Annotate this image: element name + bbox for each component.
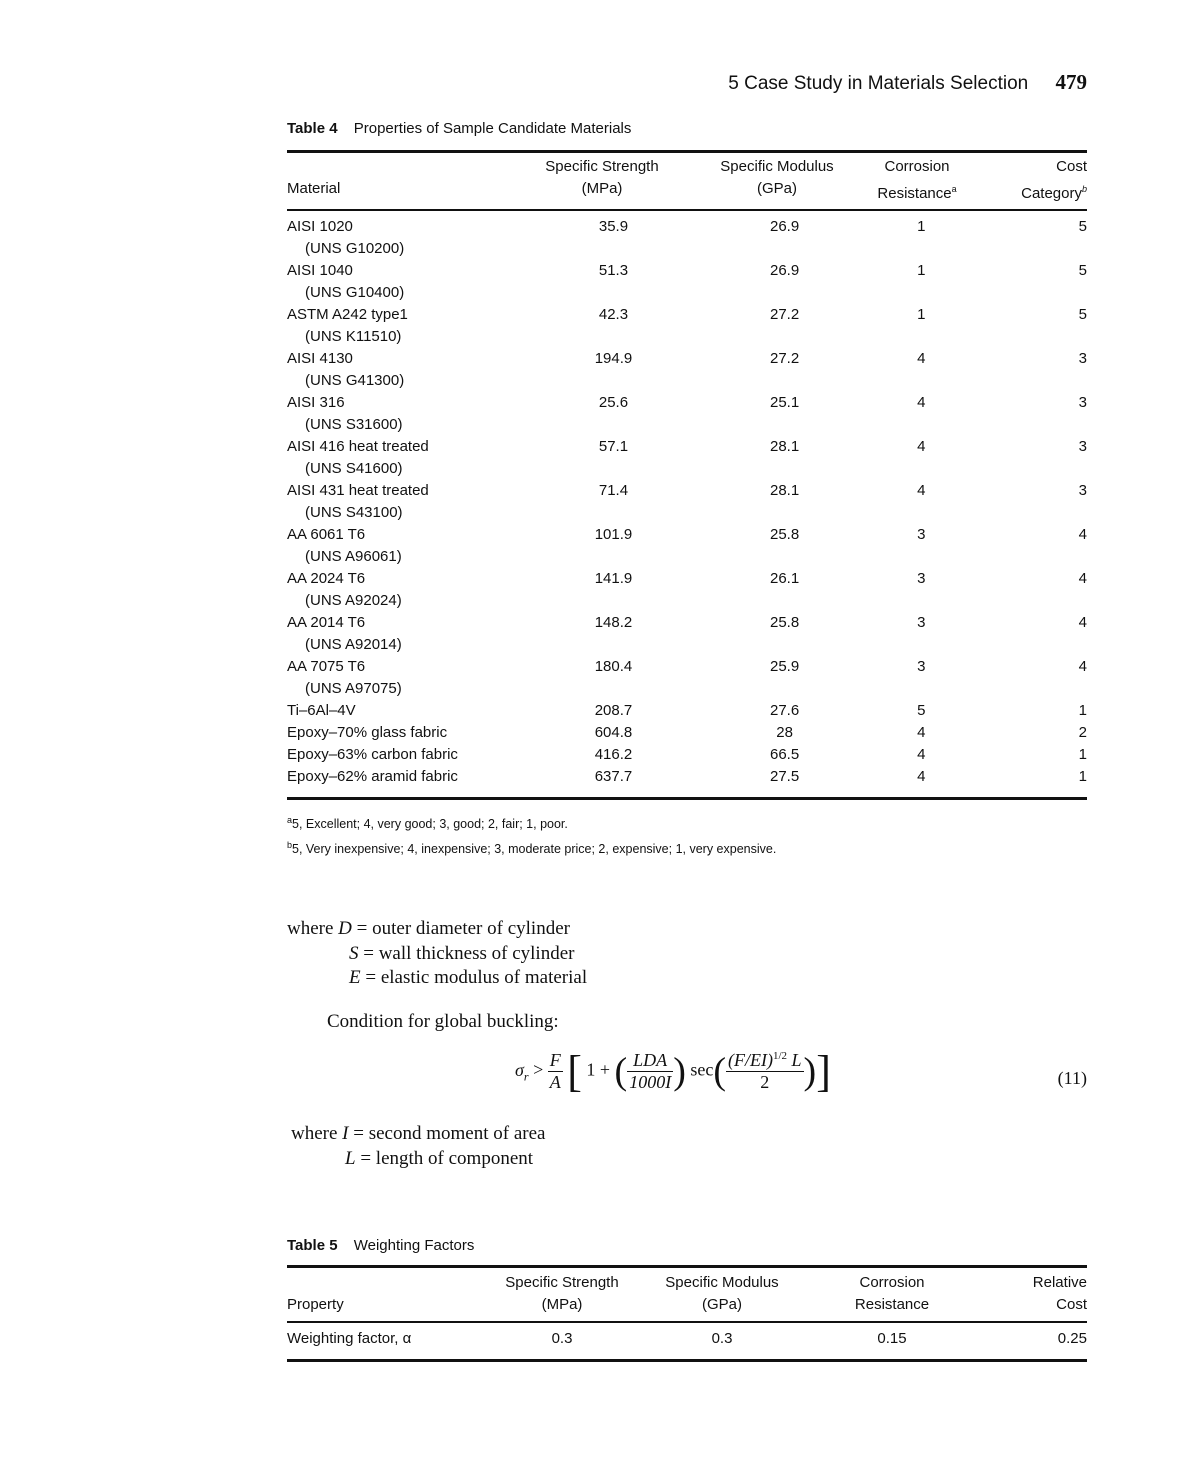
cell-material: AISI 4130: [287, 350, 353, 367]
table-4: [287, 120, 1087, 860]
t5-col-specific-modulus: Specific Modulus: [665, 1274, 779, 1291]
cell-specific-strength: 51.3: [598, 262, 629, 279]
cell-corrosion: 1: [917, 306, 926, 323]
table-row: [287, 744, 1087, 766]
cell-material: Epoxy–62% aramid fabric: [287, 768, 458, 785]
equation-number: (11): [1057, 1068, 1087, 1088]
paren-close: ): [673, 1050, 686, 1093]
table-row-uns: [287, 326, 1087, 348]
paren-close-2: ): [803, 1050, 817, 1093]
cell-cost: 3: [1078, 438, 1087, 455]
cell-specific-modulus: 66.5: [770, 746, 800, 763]
cell-corrosion: 4: [917, 394, 926, 411]
cell-cost: 2: [1078, 724, 1087, 741]
cell-cost: 3: [1078, 394, 1087, 411]
cell-corrosion: 1: [917, 262, 926, 279]
cell-corrosion: 3: [917, 614, 926, 631]
cell-specific-modulus: 26.9: [770, 262, 800, 279]
bracket-open: [: [567, 1047, 582, 1096]
cell-cost: 3: [1078, 482, 1087, 499]
cell-cost: 4: [1078, 526, 1087, 543]
table-row: [287, 722, 1087, 744]
t5-col-relative: Relative: [1032, 1274, 1087, 1291]
t5-col-ss-unit: (MPa): [541, 1296, 583, 1313]
t5-col-resistance: Resistance: [854, 1296, 930, 1313]
table-5-bottom-rule: [287, 1359, 1087, 1362]
table-row: [287, 216, 1087, 238]
col-specific-strength-unit: (MPa): [581, 180, 623, 197]
table-row: [287, 524, 1087, 546]
global-buckling-label: Condition for global buckling:: [327, 1011, 559, 1032]
cell-cost: 4: [1078, 658, 1087, 675]
col-resistance: Resistance$^a$: [877, 184, 957, 202]
cell-specific-strength: 57.1: [598, 438, 629, 455]
page-number: 479: [1055, 70, 1087, 94]
table-row: [287, 766, 1087, 788]
cell-cost: 3: [1078, 350, 1087, 367]
def-L: L = length of component: [345, 1148, 534, 1169]
cell-corrosion: 4: [917, 768, 926, 785]
cell-cost: 4: [1078, 614, 1087, 631]
cell-specific-modulus: 27.2: [770, 350, 800, 367]
table-4-body: [287, 216, 1087, 788]
cell-cost: 5: [1078, 306, 1087, 323]
cell-specific-strength: 141.9: [594, 570, 633, 587]
t5-col-property: Property: [287, 1296, 344, 1313]
cell-uns-code: (UNS S41600): [305, 460, 403, 477]
table-row: [287, 304, 1087, 326]
cell-specific-modulus: 25.1: [770, 394, 800, 411]
col-specific-modulus-unit: (GPa): [756, 180, 797, 197]
table-4-top-rule: [287, 150, 1087, 153]
cell-uns-code: (UNS A96061): [305, 548, 402, 565]
cell-cost: 1: [1078, 746, 1087, 763]
cell-specific-strength: 416.2: [594, 746, 633, 763]
cell-specific-modulus: 28.1: [770, 438, 800, 455]
cell-specific-modulus: 27.2: [770, 306, 800, 323]
cell-specific-modulus: 25.9: [770, 658, 800, 675]
table-row: [287, 700, 1087, 722]
table-4-header: [287, 156, 1087, 205]
table-5-top-rule: [287, 1265, 1087, 1268]
cell-specific-strength: 180.4: [594, 658, 633, 675]
gt-sign: >: [533, 1059, 544, 1080]
table-row-uns: [287, 590, 1087, 612]
cell-specific-modulus: 25.8: [770, 614, 800, 631]
t5-cell-cr: 0.15: [877, 1330, 907, 1347]
sec-function: sec: [690, 1059, 714, 1080]
table-row-uns: [287, 546, 1087, 568]
table-row-uns: [287, 238, 1087, 260]
running-header-title: 5 Case Study in Materials Selection: [728, 73, 1029, 94]
col-material: Material: [287, 180, 341, 197]
cell-specific-modulus: 26.1: [770, 570, 800, 587]
cell-corrosion: 1: [917, 218, 926, 235]
cell-specific-strength: 71.4: [598, 482, 629, 499]
cell-specific-strength: 637.7: [594, 768, 633, 785]
def-I: where I = second moment of area: [291, 1123, 546, 1144]
cell-specific-modulus: 28: [776, 724, 793, 741]
cell-specific-modulus: 26.9: [770, 218, 800, 235]
equation-11: [515, 1046, 915, 1110]
t5-cell-property: Weighting factor, α: [287, 1330, 412, 1347]
cell-specific-strength: 25.6: [598, 394, 629, 411]
table-row-uns: [287, 370, 1087, 392]
t5-col-sm-unit: (GPa): [701, 1296, 742, 1313]
cell-material: AA 2024 T6: [287, 570, 366, 587]
table-4-header-rule: [287, 209, 1087, 211]
sigma-symbol: $\sigma_r$: [515, 1059, 529, 1084]
cell-specific-strength: 35.9: [598, 218, 629, 235]
cell-corrosion: 4: [917, 482, 926, 499]
table-row-uns: [287, 634, 1087, 656]
cell-material: Ti–6Al–4V: [287, 702, 356, 719]
table-row: [287, 480, 1087, 502]
t5-col-specific-strength: Specific Strength: [505, 1274, 619, 1291]
cell-uns-code: (UNS A97075): [305, 680, 402, 697]
cell-uns-code: (UNS G41300): [305, 372, 405, 389]
table-row: [287, 260, 1087, 282]
def-D: where D = outer diameter of cylinder: [287, 918, 570, 939]
table-row-uns: [287, 502, 1087, 524]
running-header: [287, 70, 1087, 98]
cell-material: Epoxy–63% carbon fabric: [287, 746, 458, 763]
cell-uns-code: (UNS G10400): [305, 284, 405, 301]
table-row-uns: [287, 414, 1087, 436]
cell-corrosion: 3: [917, 658, 926, 675]
table-row: [287, 656, 1087, 678]
cell-material: AISI 316: [287, 394, 345, 411]
cell-material: AISI 416 heat treated: [287, 438, 429, 455]
cell-specific-strength: 148.2: [594, 614, 633, 631]
table-4-label: Table 4: [287, 120, 338, 137]
table-5-body: [287, 1328, 1087, 1350]
paren-open-2: (: [713, 1050, 726, 1093]
col-corrosion: Corrosion: [884, 158, 950, 175]
cell-cost: 1: [1078, 702, 1087, 719]
cell-cost: 5: [1078, 262, 1087, 279]
cell-specific-strength: 42.3: [598, 306, 629, 323]
bracket-close: ]: [816, 1047, 831, 1096]
cell-uns-code: (UNS A92024): [305, 592, 402, 609]
footnote-b: $^b$5, Very inexpensive; 4, inexpensive; 3, moderate price; 2, expensive; 1, very expensive.: [287, 840, 777, 857]
cell-material: AA 2014 T6: [287, 614, 366, 631]
table-5-header-rule: [287, 1321, 1087, 1323]
table-row-uns: [287, 678, 1087, 700]
table-4-caption: [287, 120, 1087, 142]
cell-material: Epoxy–70% glass fabric: [287, 724, 448, 741]
col-cost: Cost: [1056, 158, 1087, 175]
table-row-uns: [287, 282, 1087, 304]
cell-material: ASTM A242 type1: [287, 306, 408, 323]
table-5-title: Weighting Factors: [353, 1237, 475, 1254]
cell-specific-strength: 194.9: [594, 350, 633, 367]
cell-corrosion: 4: [917, 724, 926, 741]
cell-material: AISI 1040: [287, 262, 353, 279]
table-row: [287, 348, 1087, 370]
cell-specific-modulus: 27.6: [770, 702, 800, 719]
one-plus: 1 +: [586, 1059, 611, 1080]
t5-cell-sm: 0.3: [711, 1330, 733, 1347]
table-row: [287, 436, 1087, 458]
table-row: [287, 392, 1087, 414]
table-4-footnotes: [287, 810, 1087, 860]
table-5-header: [287, 1272, 1087, 1316]
cell-specific-modulus: 25.8: [770, 526, 800, 543]
t5-cell-ss: 0.3: [551, 1330, 573, 1347]
cell-corrosion: 3: [917, 526, 926, 543]
cell-specific-modulus: 27.5: [770, 768, 800, 785]
def-E: E = elastic modulus of material: [349, 967, 588, 988]
cell-corrosion: 3: [917, 570, 926, 587]
cell-corrosion: 4: [917, 438, 926, 455]
t5-cell-rc: 0.25: [1057, 1330, 1087, 1347]
cell-material: AISI 1020: [287, 218, 353, 235]
footnote-a: $^a$5, Excellent; 4, very good; 3, good; 2, fair; 1, poor.: [287, 815, 568, 832]
cell-material: AA 6061 T6: [287, 526, 366, 543]
table-5-label: Table 5: [287, 1237, 338, 1254]
cell-uns-code: (UNS A92014): [305, 636, 402, 653]
cell-uns-code: (UNS S43100): [305, 504, 403, 521]
t5-col-corrosion: Corrosion: [859, 1274, 925, 1291]
fraction-sec-arg: $\frac{(F/EI)^{1/2} L}{2}$: [727, 1050, 802, 1092]
cell-material: AISI 431 heat treated: [287, 482, 429, 499]
col-specific-strength: Specific Strength: [545, 158, 659, 175]
cell-specific-strength: 101.9: [594, 526, 633, 543]
table-row: [287, 568, 1087, 590]
cell-cost: 5: [1078, 218, 1087, 235]
fraction-LDA: $\frac{\text{LDA}}{1000I}$: [629, 1050, 672, 1092]
table-4-title: Properties of Sample Candidate Materials: [353, 120, 632, 137]
cell-specific-strength: 604.8: [594, 724, 633, 741]
t5-col-cost: Cost: [1056, 1296, 1087, 1313]
cell-cost: 4: [1078, 570, 1087, 587]
cell-uns-code: (UNS G10200): [305, 240, 405, 257]
def-S: S = wall thickness of cylinder: [349, 943, 575, 964]
cell-cost: 1: [1078, 768, 1087, 785]
table-row-uns: [287, 458, 1087, 480]
cell-corrosion: 5: [917, 702, 926, 719]
cell-uns-code: (UNS S31600): [305, 416, 403, 433]
table-row: [287, 1328, 1087, 1350]
cell-material: AA 7075 T6: [287, 658, 366, 675]
cell-specific-modulus: 28.1: [770, 482, 800, 499]
table-5: [287, 1237, 1087, 1362]
cell-uns-code: (UNS K11510): [305, 328, 402, 345]
cell-corrosion: 4: [917, 746, 926, 763]
paren-open: (: [614, 1050, 628, 1093]
table-5-caption: [287, 1237, 1087, 1259]
col-category: Category$^b$: [1021, 184, 1087, 202]
cell-corrosion: 4: [917, 350, 926, 367]
table-row: [287, 612, 1087, 634]
fraction-F-A: $\frac{F}{A}$: [549, 1050, 561, 1092]
cell-specific-strength: 208.7: [594, 702, 633, 719]
table-4-bottom-rule: [287, 797, 1087, 800]
col-specific-modulus: Specific Modulus: [720, 158, 834, 175]
